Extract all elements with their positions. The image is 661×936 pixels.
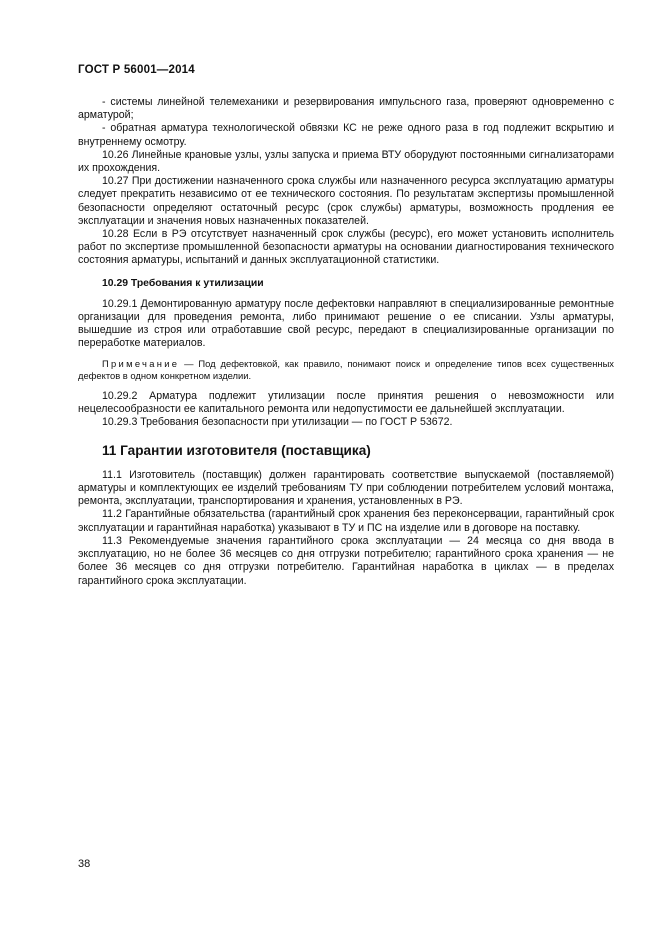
note-text: — Под дефектовкой, как правило, понимают поиск и определение типов всех существенных дефектов в одном конкретном изделии. [78,357,614,381]
document-header: ГОСТ Р 56001—2014 [78,64,195,76]
note-label: Примечание [102,357,180,369]
paragraph-11-2: 11.2 Гарантийные обязательства (гарантийный срок хранения без переконсервации, гарантийный срок эксплуатации и гарантийная наработка) указывают в ТУ и ПС на изделие или в договоре на поставку. [78,508,614,534]
chapter-title-11: 11 Гарантии изготовителя (поставщика) [102,442,371,458]
paragraph-11-3: 11.3 Рекомендуемые значения гарантийного срока эксплуатации — 24 месяца со дня ввода в эксплуатацию, но не более 36 месяцев со дня отгрузки потребителю; гарантийного срока хранения — не более 36 месяцев со дня отгрузки потребителю. Гарантийная наработка в циклах — в пределах гарантийного срока эксплуатации. [78,534,614,587]
paragraph-10-28: 10.28 Если в РЭ отсутствует назначенный срок службы (ресурс), его может установить исполнитель работ по экспертизе промышленной безопасности арматуры на основании диагностирования технического состояния арматуры, испытаний и данных эксплуатационной статистики. [78,228,614,267]
paragraph-10-27: 10.27 При достижении назначенного срока службы или назначенного ресурса эксплуатацию арматуры следует прекратить независимо от ее технического состояния. По результатам экспертизы промышленной безопасности определяют остаточный ресурс (срок службы) арматуры, возможность продления ее эксплуатации и значения новых назначенных показателей. [78,175,614,227]
page-number: 38 [78,858,91,870]
paragraph-10-29-2: 10.29.2 Арматура подлежит утилизации после принятия решения о невозможности или нецелесообразности ее капитального ремонта или недопустимости ее дальнейшей эксплуатации. [78,390,614,416]
paragraph-10-26: 10.26 Линейные крановые узлы, узлы запуска и приема ВТУ оборудуют постоянными сигнализаторами их прохождения. [78,148,614,175]
section-title-10-29: 10.29 Требования к утилизации [102,277,264,289]
paragraph-telemechanics: - системы линейной телемеханики и резервирования импульсного газа, проверяют одновременно с арматурой; [78,96,614,122]
note [78,358,614,382]
paragraph-10-29-3: 10.29.3 Требования безопасности при утилизации — по ГОСТ Р 53672. [102,416,453,429]
paragraph-check-valve: - обратная арматура технологической обвязки КС не реже одного раза в год подлежит вскрытию и внутреннему осмотру. [78,122,614,148]
paragraph-11-1: 11.1 Изготовитель (поставщик) должен гарантировать соответствие выпускаемой (поставляемой) арматуры и комплектующих ее изделий требованиям ТУ при соблюдении потребителем условий монтажа, ремонта, эксплуатации, транспортирования и хранения, установленных в РЭ. [78,468,614,508]
page-content [78,96,614,588]
paragraph-10-29-1: 10.29.1 Демонтированную арматуру после дефектовки направляют в специализированные ремонтные организации для проведения ремонта, либо принимают решение о ее списании. Узлы арматуры, вышедшие из строя или отработавшие свой ресурс, передают в специализированные организации по переработке материалов. [78,297,614,350]
